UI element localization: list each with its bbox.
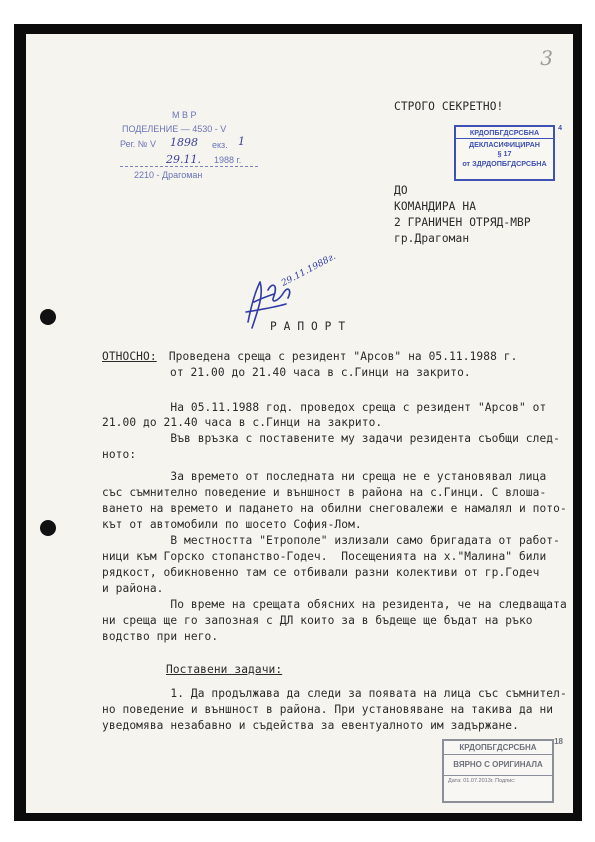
reg-label: Рег. № V bbox=[120, 139, 156, 149]
certified-copy-stamp bbox=[442, 737, 563, 803]
reg-department: ПОДЕЛЕНИЕ — 4530 - V bbox=[122, 124, 227, 134]
reg-rule bbox=[120, 166, 258, 167]
certified-agency: КРДОПБГДСРСБНА bbox=[459, 743, 537, 752]
reg-year: 1988 г. bbox=[214, 155, 242, 165]
reg-date: 29.11. bbox=[166, 153, 201, 166]
task-line: уведомява незабавно и съдейства за евентуалното им задържане. bbox=[102, 719, 519, 732]
reg-number: 1898 bbox=[170, 136, 198, 149]
punch-hole bbox=[40, 520, 56, 536]
body-line: рядкост, обикновенно там се отбивали разни колективи от гр.Годеч bbox=[102, 566, 540, 579]
body-line: със съмнително поведение и външност в района на с.Гинци. С влоша- bbox=[102, 486, 547, 499]
body-line: ното: bbox=[102, 448, 137, 461]
body-line: ници към Горско стопанство-Годеч. Посещенията на х."Малина" били bbox=[102, 550, 547, 563]
document-page bbox=[26, 34, 573, 813]
body-line: За времето от последната ни среща не е установявал лица bbox=[102, 470, 547, 483]
body-line: В местността "Етрополе" излизали само бригадата от работ- bbox=[102, 534, 560, 547]
certified-stamp-number: 18 bbox=[554, 737, 563, 746]
declassified-agency: КРДОПБГДСРСБНА bbox=[469, 128, 540, 137]
recipient-line2: 2 ГРАНИЧЕН ОТРЯД-МВР bbox=[394, 216, 531, 229]
body-line: ни среща ще го запозная с ДЛ които за в бъдеще ще бъдат на ръко bbox=[102, 614, 533, 627]
body-line: По време на срещата обясних на резидента, че на следващата bbox=[102, 598, 567, 611]
document-title: Р А П О Р Т bbox=[270, 320, 346, 333]
certified-line1: ВЯРНО С ОРИГИНАЛА bbox=[453, 760, 543, 769]
declassified-stamp-number: 4 bbox=[558, 125, 562, 132]
subject-label: ОТНОСНО: bbox=[102, 350, 157, 363]
reg-ministry: М В Р bbox=[172, 110, 197, 120]
body-line: и района. bbox=[102, 582, 164, 595]
recipient-to: ДО bbox=[394, 184, 408, 197]
reg-copy-label: екз. bbox=[212, 140, 228, 150]
signature-date: 29.11.1988г. bbox=[280, 251, 338, 289]
body-line: кът от автомобили по шосето София-Лом. bbox=[102, 518, 362, 531]
reg-location: 2210 - Драгоман bbox=[134, 170, 203, 180]
punch-hole bbox=[40, 309, 56, 325]
page-number: 3 bbox=[540, 46, 553, 70]
task-line: но поведение и външност в района. При установяване на такива да ни bbox=[102, 703, 554, 716]
classification-label: СТРОГО СЕКРЕТНО! bbox=[394, 100, 504, 113]
body-line: водство при него. bbox=[102, 630, 219, 643]
declassified-line2: § 17 bbox=[497, 149, 512, 158]
task-line: 1. Да продължава да следи за появата на лица със съмнител- bbox=[102, 687, 567, 700]
tasks-heading: Поставени задачи: bbox=[166, 663, 283, 676]
body-line: 21.00 до 21.40 часа в с.Гинци на закрито. bbox=[102, 416, 383, 429]
reg-copy-number: 1 bbox=[238, 135, 245, 148]
recipient-line1: КОМАНДИРА НА bbox=[394, 200, 477, 213]
subject-line2: от 21.00 до 21.40 часа в с.Гинци на закрито. bbox=[170, 366, 471, 379]
certified-footer: Дата: 01.07.2013г. Подпис: bbox=[448, 778, 516, 784]
subject-line1: Проведена среща с резидент "Арсов" на 05.11.1988 г. bbox=[162, 350, 518, 363]
body-line: Във връзка с поставените му задачи резидента съобщи след- bbox=[102, 432, 560, 445]
declassified-stamp bbox=[454, 125, 562, 181]
body-line: На 05.11.1988 год. проведох среща с резидент "Арсов" от bbox=[102, 401, 547, 414]
declassified-line1: ДЕКЛАСИФИЦИРАН bbox=[469, 140, 540, 149]
recipient-line3: гр.Драгоман bbox=[394, 232, 470, 245]
declassified-line3: от ЗДРДОПБГДСРСБНА bbox=[462, 159, 547, 168]
body-line: ването на времето и падането на обилни снеговалежи е намалял и пото- bbox=[102, 502, 567, 515]
